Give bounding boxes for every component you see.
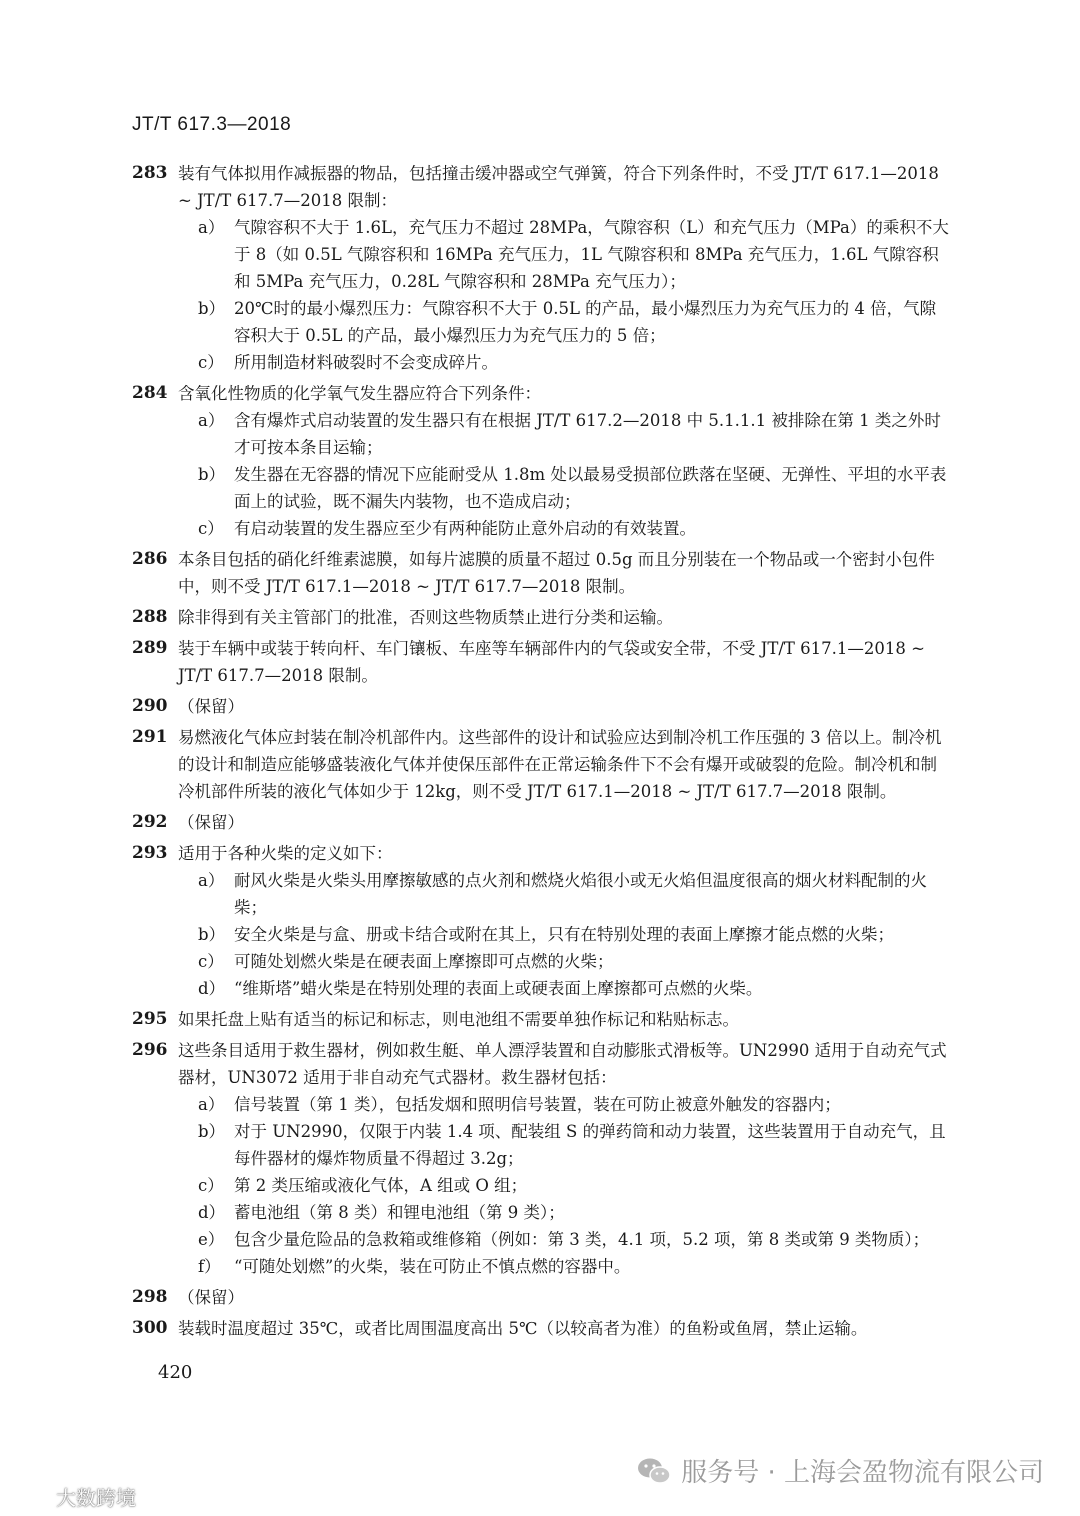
entry-number: 300: [132, 1318, 168, 1338]
sub-item-text: 20℃时的最小爆烈压力：气隙容积不大于 0.5L 的产品，最小爆烈压力为充气压力的 4 倍，气隙容积大于 0.5L 的产品，最小爆烈压力为充气压力的 5 倍；: [234, 299, 937, 345]
sub-item-label: a）: [198, 218, 225, 237]
sub-item: [178, 1253, 952, 1280]
entry-296: [132, 1037, 952, 1280]
entry-number: 293: [132, 843, 168, 863]
entry-text: 装于车辆中或装于转向杆、车门镶板、车座等车辆部件内的气袋或安全带，不受 JT/T 617.1—2018 ~ JT/T 617.7—2018 限制。: [178, 639, 925, 685]
entry-289: [132, 635, 952, 689]
entry-text: 装有气体拟用作减振器的物品，包括撞击缓冲器或空气弹簧，符合下列条件时，不受 JT/T 617.1—2018 ~ JT/T 617.7—2018 限制：: [178, 164, 939, 210]
entry-298: [132, 1284, 952, 1311]
entry-text: （保留）: [178, 697, 244, 716]
sub-item: [178, 1118, 952, 1172]
entry-text: 装载时温度超过 35℃，或者比周围温度高出 5℃（以较高者为准）的鱼粉或鱼屑，禁止运输。: [178, 1319, 868, 1338]
entry-288: [132, 604, 952, 631]
entry-283: [132, 160, 952, 376]
sub-item-label: a）: [198, 411, 225, 430]
entry-text: （保留）: [178, 813, 244, 832]
sub-item-label: d）: [198, 1203, 226, 1222]
entry-body: [178, 809, 952, 836]
entry-text: 易燃液化气体应封装在制冷机部件内。这些部件的设计和试验应达到制冷机工作压强的 3 倍以上。制冷机的设计和制造应能够盛装液化气体并使保压部件在正常运输条件下不会有爆开或破裂的危险。制冷机和制冷机部件所装的液化气体如少于 12kg，则不受 JT/T 617.1—2018 ~ JT/T 617.7—2018 限制。: [178, 728, 942, 801]
entry-body: [178, 840, 952, 1002]
entry-body: [178, 1006, 952, 1033]
sub-item: [178, 975, 952, 1002]
sub-item-label: b）: [198, 299, 226, 318]
sub-item-text: 安全火柴是与盒、册或卡结合或附在其上，只有在特别处理的表面上摩擦才能点燃的火柴；: [234, 925, 894, 944]
sub-item-label: b）: [198, 465, 226, 484]
entry-291: [132, 724, 952, 805]
entry-text: 除非得到有关主管部门的批准，否则这些物质禁止进行分类和运输。: [178, 608, 673, 627]
entry-text: 如果托盘上贴有适当的标记和标志，则电池组不需要单独作标记和粘贴标志。: [178, 1010, 739, 1029]
sub-item-text: 发生器在无容器的情况下应能耐受从 1.8m 处以最易受损部位跌落在坚硬、无弹性、平坦的水平表面上的试验，既不漏失内装物，也不造成启动；: [234, 465, 947, 511]
entry-number: 291: [132, 727, 168, 747]
entry-number: 295: [132, 1009, 168, 1029]
sub-item: [178, 214, 952, 295]
entry-number: 288: [132, 607, 168, 627]
watermark-right: [637, 1452, 1044, 1489]
entry-body: [178, 380, 952, 542]
entry-number: 286: [132, 549, 168, 569]
sub-item: [178, 1199, 952, 1226]
entry-body: [178, 635, 952, 689]
entry-number: 296: [132, 1040, 168, 1060]
entry-number: 290: [132, 696, 168, 716]
sub-item-text: 第 2 类压缩或液化气体，A 组或 O 组；: [234, 1176, 528, 1195]
entry-286: [132, 546, 952, 600]
document-header: JT/T 617.3—2018: [132, 114, 292, 135]
sub-item-label: a）: [198, 871, 225, 890]
entry-293: [132, 840, 952, 1002]
sub-item-label: c）: [198, 519, 224, 538]
entry-body: [178, 160, 952, 376]
sub-item: [178, 1091, 952, 1118]
entry-number: 284: [132, 383, 168, 403]
sub-item-label: c）: [198, 1176, 224, 1195]
sub-item-text: 对于 UN2990，仅限于内装 1.4 项、配装组 S 的弹药筒和动力装置，这些装置用于自动充气，且每件器材的爆炸物质量不得超过 3.2g；: [234, 1122, 946, 1168]
sub-item-text: 所用制造材料破裂时不会变成碎片。: [234, 353, 498, 372]
entry-295: [132, 1006, 952, 1033]
sub-item: [178, 948, 952, 975]
entry-number: 283: [132, 163, 168, 183]
sub-item: [178, 461, 952, 515]
entry-body: [178, 724, 952, 805]
entry-text: 含氧化性物质的化学氧气发生器应符合下列条件：: [178, 384, 541, 403]
watermark-left: [10, 1482, 136, 1511]
entry-300: [132, 1315, 952, 1342]
sub-item-label: b）: [198, 1122, 226, 1141]
sub-item: [178, 349, 952, 376]
sub-item-text: “可随处划燃”的火柴，装在可防止不慎点燃的容器中。: [234, 1257, 631, 1276]
sub-item: [178, 515, 952, 542]
entry-text: 适用于各种火柴的定义如下：: [178, 844, 393, 863]
entry-290: [132, 693, 952, 720]
sub-item-text: 耐风火柴是火柴头用摩擦敏感的点火剂和燃烧火焰很小或无火焰但温度很高的烟火材料配制的火柴；: [234, 871, 927, 917]
sub-item-text: 包含少量危险品的急救箱或维修箱（例如：第 3 类，4.1 项，5.2 项，第 8 类或第 9 类物质）；: [234, 1230, 930, 1249]
sub-item-text: 信号装置（第 1 类），包括发烟和照明信号装置，装在可防止被意外触发的容器内；: [234, 1095, 841, 1114]
sub-item: [178, 867, 952, 921]
sub-item-label: d）: [198, 979, 226, 998]
entry-body: [178, 604, 952, 631]
document-body: [132, 160, 952, 1346]
entry-number: 292: [132, 812, 168, 832]
entry-text: 本条目包括的硝化纤维素滤膜，如每片滤膜的质量不超过 0.5g 而且分别装在一个物品或一个密封小包件中，则不受 JT/T 617.1—2018 ~ JT/T 617.7—2018 限制。: [178, 550, 935, 596]
sub-item: [178, 1226, 952, 1253]
sub-item-text: 蓄电池组（第 8 类）和锂电池组（第 9 类）；: [234, 1203, 565, 1222]
brand-logo-icon: [10, 1486, 50, 1508]
watermark-right-text: 服务号 · 上海会盈物流有限公司: [681, 1458, 1044, 1488]
entry-number: 298: [132, 1287, 168, 1307]
page-number: 420: [158, 1362, 193, 1383]
sub-item-label: a）: [198, 1095, 225, 1114]
entry-text: 这些条目适用于救生器材，例如救生艇、单人漂浮装置和自动膨胀式滑板等。UN2990 适用于自动充气式器材，UN3072 适用于非自动充气式器材。救生器材包括：: [178, 1041, 947, 1087]
entry-body: [178, 1315, 952, 1342]
sub-item-label: c）: [198, 353, 224, 372]
sub-item-text: “维斯塔”蜡火柴是在特别处理的表面上或硬表面上摩擦都可点燃的火柴。: [234, 979, 763, 998]
entry-body: [178, 546, 952, 600]
sub-item-label: b）: [198, 925, 226, 944]
sub-item-text: 可随处划燃火柴是在硬表面上摩擦即可点燃的火柴；: [234, 952, 614, 971]
entry-text: （保留）: [178, 1288, 244, 1307]
entry-284: [132, 380, 952, 542]
sub-item-label: c）: [198, 952, 224, 971]
entry-number: 289: [132, 638, 168, 658]
sub-item-text: 有启动装置的发生器应至少有两种能防止意外启动的有效装置。: [234, 519, 696, 538]
sub-item: [178, 921, 952, 948]
sub-item-text: 含有爆炸式启动装置的发生器只有在根据 JT/T 617.2—2018 中 5.1.1.1 被排除在第 1 类之外时才可按本条目运输；: [234, 411, 941, 457]
entry-body: [178, 1037, 952, 1280]
sub-item: [178, 295, 952, 349]
sub-item: [178, 407, 952, 461]
sub-item: [178, 1172, 952, 1199]
wechat-icon: [637, 1457, 671, 1485]
sub-item-text: 气隙容积不大于 1.6L，充气压力不超过 28MPa，气隙容积（L）和充气压力（MPa）的乘积不大于 8（如 0.5L 气隙容积和 16MPa 充气压力，1L 气隙容积和 8MPa 充气压力，1.6L 气隙容积和 5MPa 充气压力，0.28L 气隙容积和 28MPa 充气压力）；: [234, 218, 949, 291]
entry-body: [178, 1284, 952, 1311]
entry-292: [132, 809, 952, 836]
watermark-left-text: 大数跨境: [56, 1486, 136, 1510]
sub-item-label: f）: [198, 1257, 221, 1276]
entry-body: [178, 693, 952, 720]
sub-item-label: e）: [198, 1230, 225, 1249]
